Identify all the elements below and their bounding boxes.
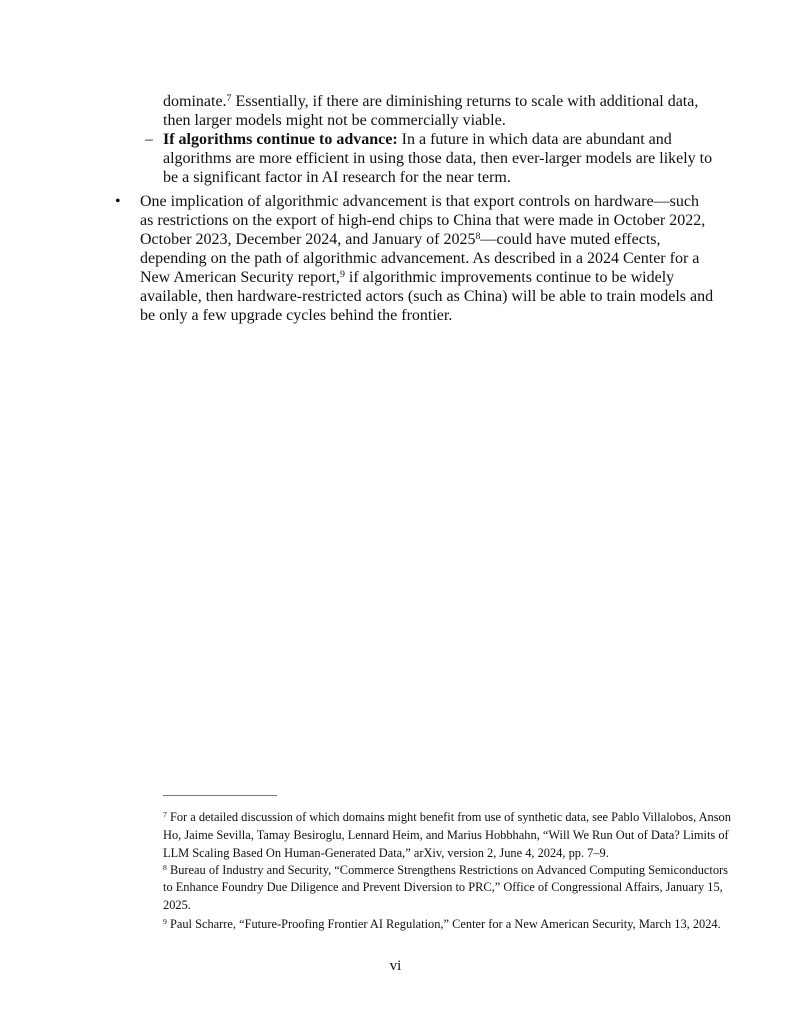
text: —could have muted effects,: [480, 231, 661, 248]
footnote-ref-8[interactable]: 8: [475, 230, 481, 242]
text: dominate.: [163, 93, 227, 110]
footnote-7: [163, 809, 731, 827]
footnote-line: Ho, Jaime Sevilla, Tamay Besiroglu, Lennard Heim, and Marius Hobbhahn, “Will We Run Out of Data? Limits of: [163, 828, 729, 842]
footnote-number: 7: [163, 809, 167, 819]
footnote-ref-9[interactable]: 9: [339, 268, 345, 280]
text-line: as restrictions on the export of high-end chips to China that were made in October 2022,: [140, 212, 706, 229]
footnote-8: [163, 862, 728, 880]
text-line: [140, 268, 674, 289]
footnote-line: to Enhance Foundry Due Diligence and Prevent Diversion to PRC,” Office of Congressional Affairs, January 15,: [163, 880, 723, 894]
footnote-line: LLM Scaling Based On Human-Generated Data,” arXiv, version 2, June 4, 2024, pp. 7–9.: [163, 846, 609, 860]
footnote-ref-7[interactable]: 7: [226, 92, 232, 104]
text-line: be a significant factor in AI research for the near term.: [163, 169, 511, 186]
text: In a future in which data are abundant and: [397, 131, 672, 148]
footnote-9: [163, 916, 721, 934]
bold-lead: If algorithms continue to advance:: [163, 131, 398, 148]
text-line: [140, 230, 661, 251]
text: if algorithmic improvements continue to be widely: [344, 269, 675, 286]
text-line: [163, 92, 698, 113]
text: October 2023, December 2024, and January of 2025: [140, 231, 476, 248]
text: Paul Scharre, “Future-Proofing Frontier AI Regulation,” Center for a New American Security, March 13, 2024.: [166, 917, 721, 931]
text: Essentially, if there are diminishing returns to scale with additional data,: [231, 93, 699, 110]
text-line: then larger models might not be commercially viable.: [163, 112, 506, 129]
footnote-number: 9: [163, 916, 167, 926]
text-line: available, then hardware-restricted actors (such as China) will be able to train models and: [140, 288, 714, 305]
text-line: One implication of algorithmic advancement is that export controls on hardware—such: [140, 193, 699, 210]
text: For a detailed discussion of which domains might benefit from use of synthetic data, see Pablo Villalobos, Anson: [166, 810, 731, 824]
text-line: be only a few upgrade cycles behind the frontier.: [140, 307, 453, 324]
text: New American Security report,: [140, 269, 340, 286]
page-number: vi: [389, 958, 402, 974]
text-line: depending on the path of algorithmic advancement. As described in a 2024 Center for a: [140, 250, 700, 267]
footnote-number: 8: [163, 862, 167, 872]
text-line: algorithms are more efficient in using those data, then ever-larger models are likely to: [163, 150, 713, 167]
text-line: [163, 130, 672, 149]
footnote-line: 2025.: [163, 898, 191, 912]
footnote-divider: [163, 795, 277, 796]
text: Bureau of Industry and Security, “Commerce Strengthens Restrictions on Advanced Computing Semiconductors: [166, 863, 728, 877]
dash-marker: –: [145, 131, 153, 148]
bullet-marker: •: [115, 193, 121, 210]
